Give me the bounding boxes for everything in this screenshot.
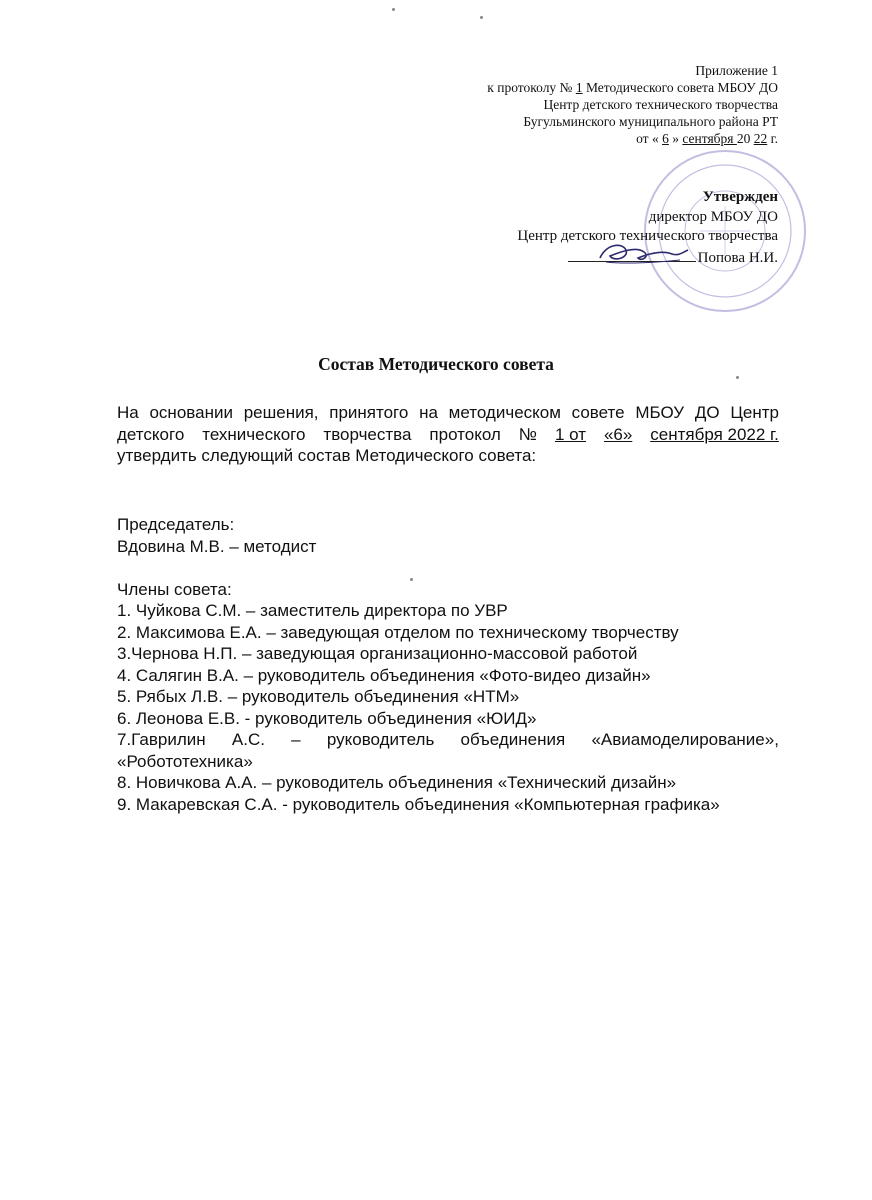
list-item: 8. Новичкова А.А. – руководитель объединения «Технический дизайн» [117, 773, 677, 792]
list-item: 1. Чуйкова С.М. – заместитель директора по УВР [117, 601, 508, 620]
appendix-header [487, 62, 778, 147]
list-item-7-continuation: «Робототехника» [117, 751, 253, 771]
scan-speck [410, 578, 413, 581]
approval-line-1: директор МБОУ ДО [648, 208, 778, 225]
protocol-number: 1 [575, 80, 583, 95]
list-item: 2. Максимова Е.А. – заведующая отделом по техническому творчеству [117, 622, 679, 642]
members-label: Члены совета: [117, 579, 232, 599]
list-item: 3.Чернова Н.П. – заведующая организационно-массовой работой [117, 644, 638, 663]
list-item: 9. Макаревская С.А. - руководитель объединения «Компьютерная графика» [117, 794, 720, 814]
scan-speck [736, 376, 739, 379]
approval-heading: Утвержден [702, 189, 778, 205]
document-title: Состав Методического совета [318, 354, 554, 374]
signature-icon [592, 236, 692, 270]
intro-paragraph [117, 402, 779, 467]
appendix-line-3: Центр детского технического творчества [543, 97, 778, 112]
chairman-label: Председатель: [117, 515, 235, 534]
appendix-line-1: Приложение 1 [695, 63, 778, 78]
list-item: 4. Салягин В.А. – руководитель объединения «Фото-видео дизайн» [117, 665, 651, 685]
council-composition [117, 514, 779, 815]
list-item-7: 7.Гаврилин А.С. – руководитель объединения «Авиамоделирование», [117, 730, 779, 749]
intro-line-1: На основании решения, принятого на методическом совете МБОУ ДО Центр [117, 403, 779, 422]
approval-line-2: Центр детского технического творчества [517, 228, 778, 244]
appendix-line-4: Бугульминского муниципального района РТ [523, 114, 778, 129]
appendix-line-2: к протоколу № 1 Методического совета МБОУ ДО [487, 80, 778, 95]
list-item: 6. Леонова Е.В. - руководитель объединения «ЮИД» [117, 708, 537, 728]
list-item: 5. Рябых Л.В. – руководитель объединения «НТМ» [117, 687, 520, 706]
director-name: Попова Н.И. [697, 249, 778, 266]
chairman-person: Вдовина М.В. – методист [117, 536, 317, 556]
scan-speck [480, 16, 483, 19]
appendix-line-5: от « 6 » сентября 20 22 г. [636, 131, 778, 146]
scan-speck [392, 8, 395, 11]
intro-line-3: утвердить следующий состав Методического совета: [117, 446, 537, 465]
intro-line-2: детского технического творчества протокол № 1 от «6» сентября 2022 г. [117, 424, 779, 444]
